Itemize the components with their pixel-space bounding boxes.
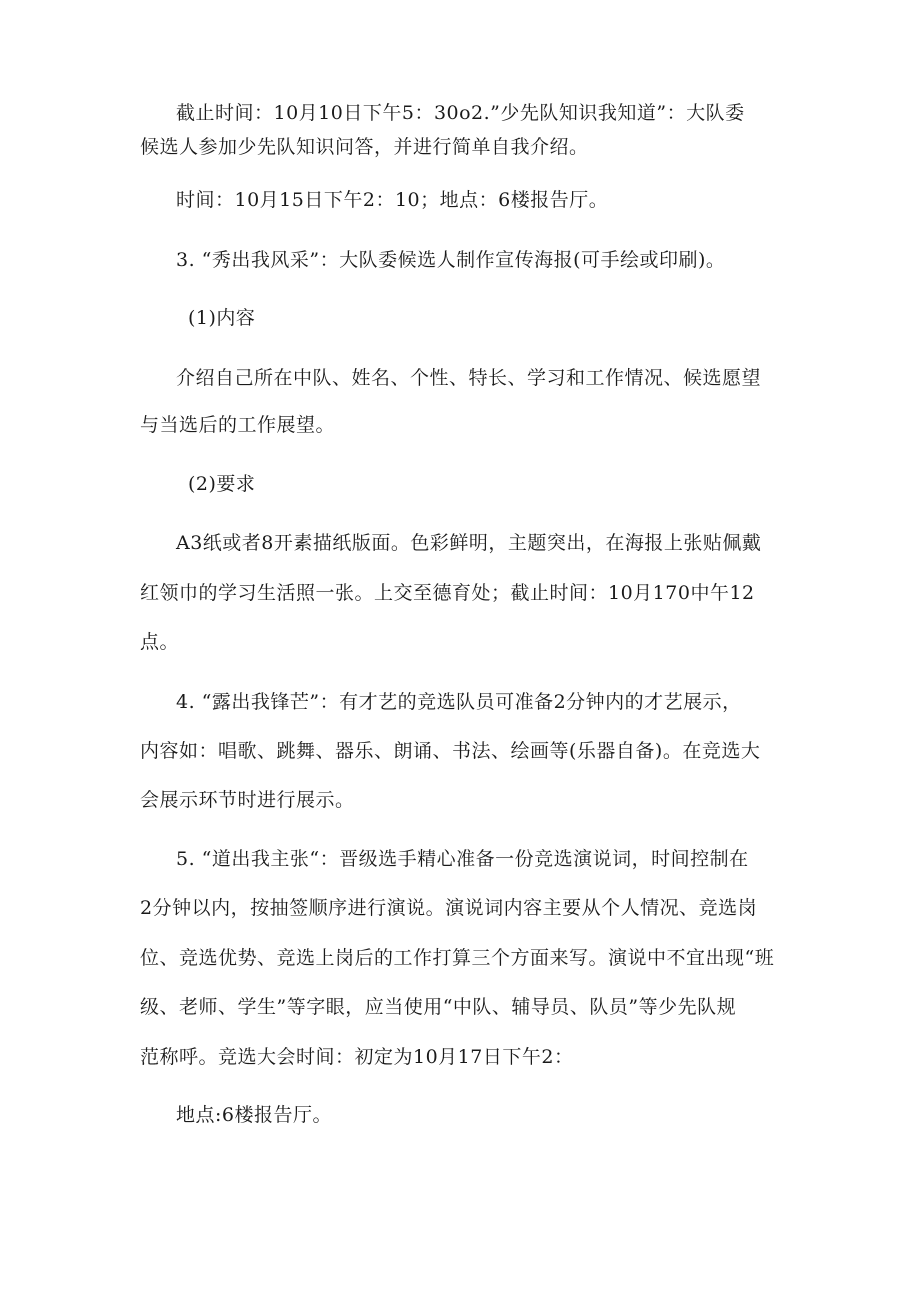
subheading-content: (1)内容 xyxy=(188,307,256,329)
text-line: 介绍自己所在中队、姓名、个性、特长、学习和工作情况、候选愿望 xyxy=(176,367,762,389)
subheading-requirements: (2)要求 xyxy=(188,473,256,495)
text-line: 位、竞选优势、竞选上岗后的工作打算三个方面来写。演说中不宜出现“班 xyxy=(140,947,775,969)
text-line: 红领巾的学习生活照一张。上交至德育处；截止时间：10月170中午12 xyxy=(140,582,755,604)
text-line: 与当选后的工作展望。 xyxy=(140,414,336,436)
text-line: 范称呼。竞选大会时间：初定为10月17日下午2： xyxy=(140,1046,574,1068)
section-heading: 3. “秀出我风采”：大队委候选人制作宣传海报(可手绘或印刷)。 xyxy=(176,249,726,271)
text-line: 2分钟以内，按抽签顺序进行演说。演说词内容主要从个人情况、竞选岗 xyxy=(140,897,758,919)
section-heading: 4. “露出我锋芒”：有才艺的竞选队员可准备2分钟内的才艺展示， xyxy=(176,691,742,713)
text-line: A3纸或者8开素描纸版面。色彩鲜明，主题突出，在海报上张贴佩戴 xyxy=(176,532,762,554)
text-line: 会展示环节时进行展示。 xyxy=(140,789,355,811)
text-line: 地点:6楼报告厅。 xyxy=(176,1104,332,1126)
text-line: 候选人参加少先队知识问答，并进行简单自我介绍。 xyxy=(140,136,589,158)
text-line: 时间：10月15日下午2：10；地点：6楼报告厅。 xyxy=(176,189,609,211)
text-line: 点。 xyxy=(140,631,180,653)
section-heading: 5. “道出我主张“：晋级选手精心准备一份竞选演说词，时间控制在 xyxy=(176,848,749,870)
text-line: 级、老师、学生”等字眼，应当使用“中队、辅导员、队员”等少先队规 xyxy=(140,996,737,1018)
text-line: 内容如：唱歌、跳舞、器乐、朗诵、书法、绘画等(乐器自备)。在竞选大 xyxy=(140,740,761,762)
text-line: 截止时间：10月10日下午5：30o2.”少先队知识我知道”：大队委 xyxy=(176,102,745,124)
